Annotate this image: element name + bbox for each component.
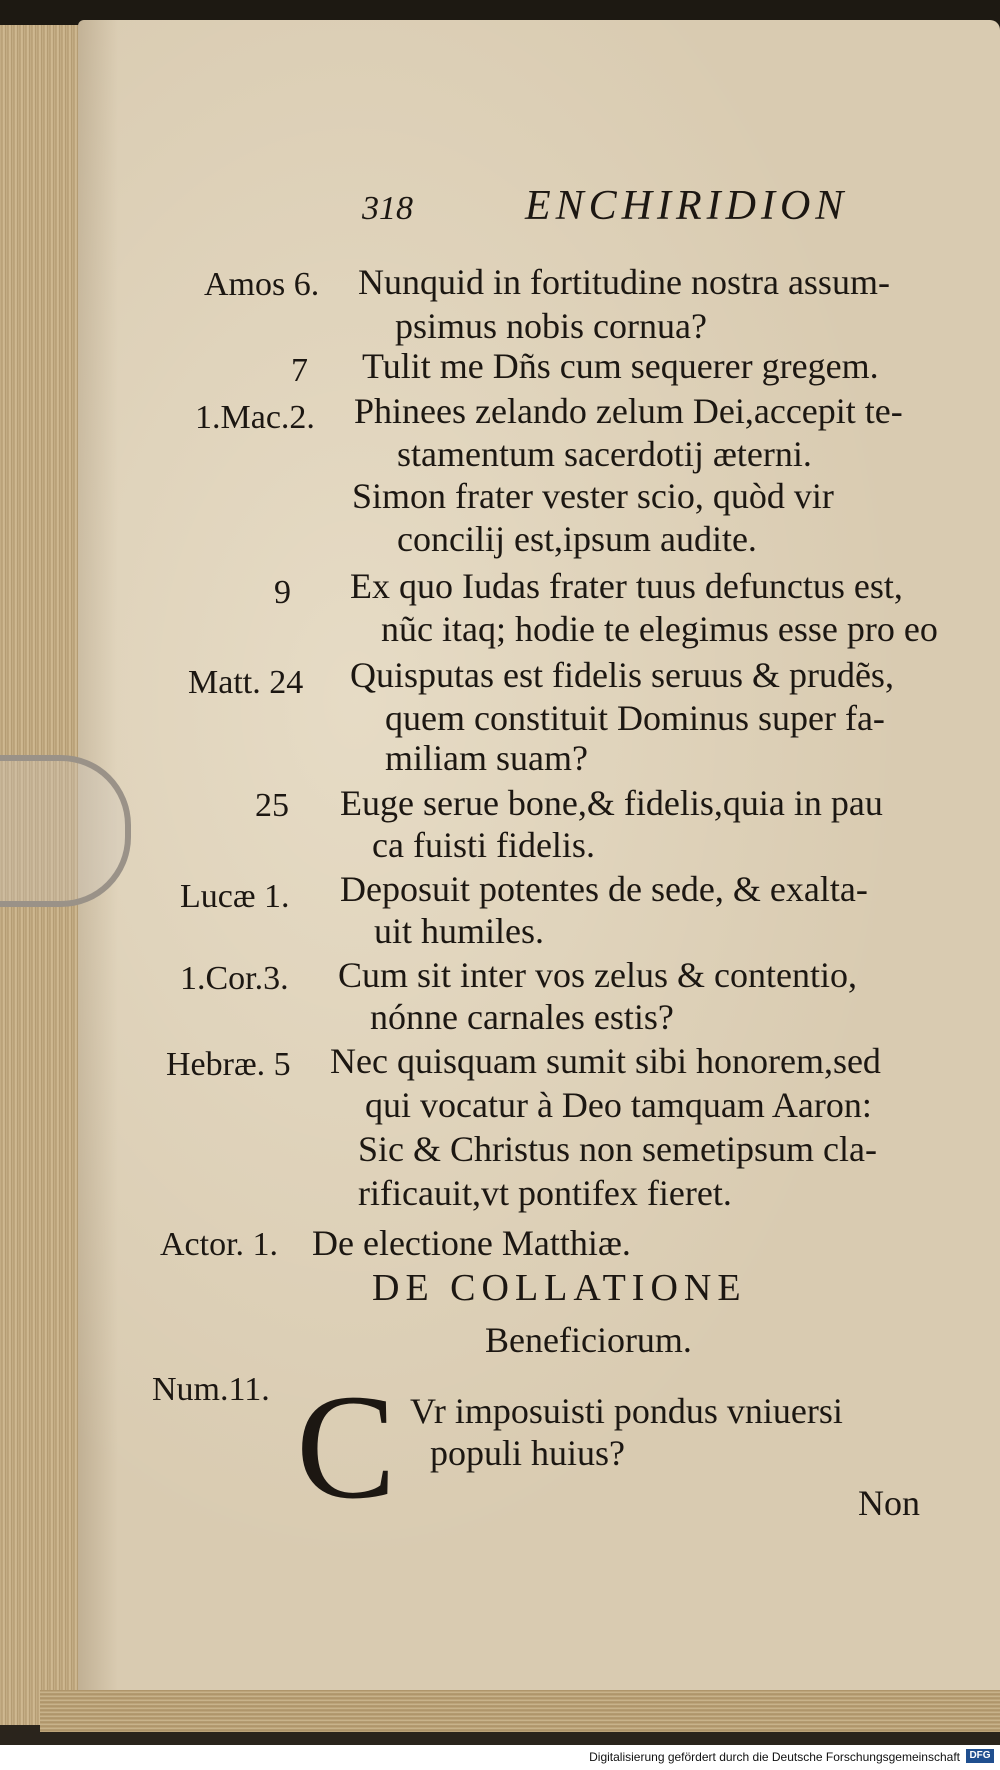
margin-reference: 7 (291, 352, 308, 389)
margin-reference: Hebræ. 5 (166, 1046, 291, 1083)
text-line: Vr imposuisti pondus vniuersi (410, 1391, 843, 1431)
margin-reference: Num.11. (152, 1371, 270, 1408)
section-heading: DE COLLATIONE (372, 1267, 747, 1309)
text-line: Sic & Christus non semetipsum cla- (358, 1129, 877, 1169)
text-line: populi huius? (430, 1433, 625, 1473)
text-line: psimus nobis cornua? (395, 306, 707, 346)
text-line: Deposuit potentes de sede, & exalta- (340, 869, 868, 909)
text-line: concilij est,ipsum audite. (397, 519, 757, 559)
margin-reference: 9 (274, 574, 291, 611)
text-line: uit humiles. (374, 911, 544, 951)
book-bottom-edge (40, 1690, 1000, 1732)
text-line: Euge serue bone,& fidelis,quia in pau (340, 783, 883, 823)
text-line: Quisputas est fidelis seruus & prudẽs, (350, 655, 894, 695)
text-line: ca fuisti fidelis. (372, 825, 595, 865)
text-line: quem constituit Dominus super fa- (385, 698, 885, 738)
text-line: Ex quo Iudas frater tuus defunctus est, (350, 566, 903, 606)
text-line: Tulit me Dñs cum sequerer gregem. (362, 346, 879, 386)
catchword: Non (858, 1483, 920, 1523)
text-line: Phinees zelando zelum Dei,accepit te- (354, 391, 903, 431)
drop-capital: C (296, 1364, 397, 1530)
book-clasp-ring (0, 755, 131, 907)
margin-reference: Amos 6. (204, 266, 320, 303)
running-title: ENCHIRIDION (525, 183, 849, 229)
margin-reference: 1.Cor.3. (180, 960, 289, 997)
text-line: Nec quisquam sumit sibi honorem,sed (330, 1041, 881, 1081)
margin-reference: Lucæ 1. (180, 878, 290, 915)
digitization-credit: Digitalisierung gefördert durch die Deutsche Forschungsgemeinschaft (589, 1750, 960, 1764)
text-line: qui vocatur à Deo tamquam Aaron: (365, 1085, 872, 1125)
text-line: nónne carnales estis? (370, 997, 674, 1037)
page-number: 318 (362, 190, 413, 227)
text-line: miliam suam? (385, 738, 588, 778)
margin-reference: Actor. 1. (160, 1226, 279, 1263)
text-line: nũc itaq; hodie te elegimus esse pro eo (381, 609, 938, 649)
margin-reference: 1.Mac.2. (195, 399, 315, 436)
margin-reference: 25 (255, 787, 289, 824)
text-line: rificauit,vt pontifex fieret. (358, 1173, 732, 1213)
margin-reference: Matt. 24 (188, 664, 304, 701)
text-line: Nunquid in fortitudine nostra assum- (358, 262, 890, 302)
text-line: Cum sit inter vos zelus & contentio, (338, 955, 857, 995)
text-line: stamentum sacerdotij æterni. (397, 434, 812, 474)
text-line: Simon frater vester scio, quòd vir (352, 476, 834, 516)
dfg-logo-icon: DFG (966, 1749, 994, 1763)
text-line: De electione Matthiæ. (312, 1223, 631, 1263)
section-subheading: Beneficiorum. (485, 1320, 692, 1360)
